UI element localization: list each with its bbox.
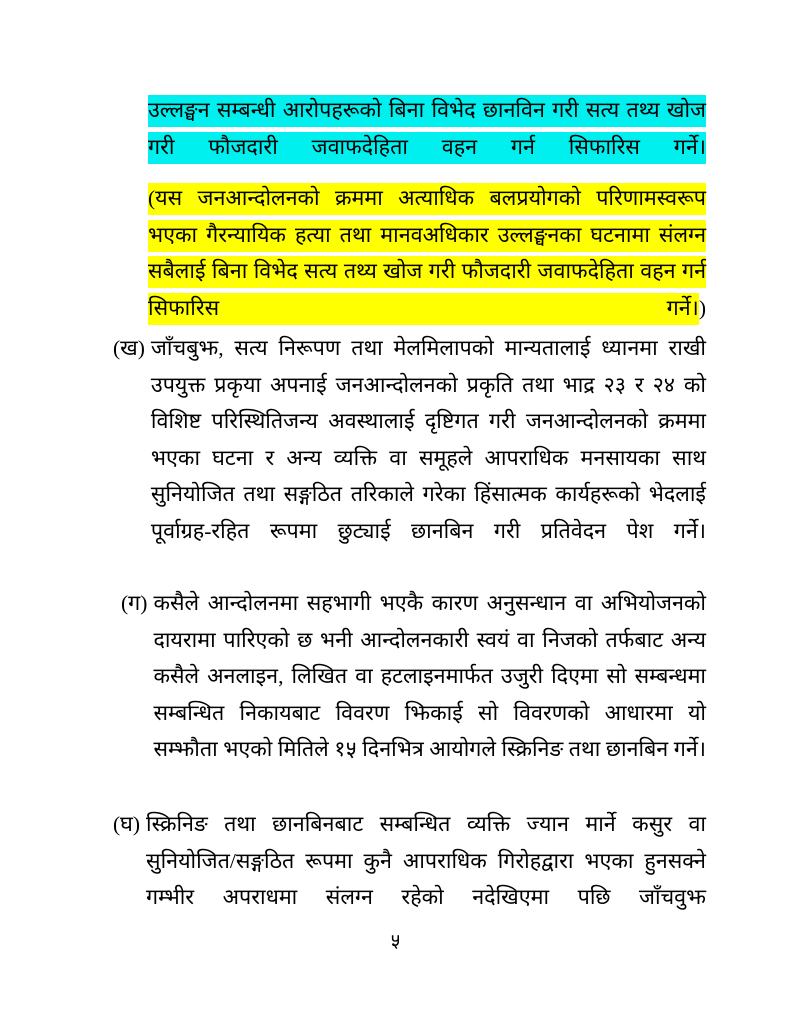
yellow-highlight-text: (यस जनआन्दोलनको क्रममा अत्याधिक बलप्रयोगको परिणामस्वरूप भएका गैरन्यायिक हत्या तथा मानवअधिकार उल्लङ्घनका घटनामा संलग्न सबैलाई बिना विभेद सत्य तथ्य खोज गरी फौजदारी जवाफदेहिता वहन गर्न सिफारिस गर्ने। [148,183,706,325]
clause-kha-marker: (ख) [113,336,145,360]
cyan-highlight-text: उल्लङ्घन सम्बन्धी आरोपहरूको बिना विभेद छानविन गरी सत्य तथ्य खोज गरी फौजदारी जवाफदेहिता वहन गर्न सिफारिस गर्ने। [148,95,706,164]
clause-kha-row [113,330,706,586]
clause-ga-row [121,585,706,804]
clause-gha-text: स्क्रिनिङ तथा छानबिनबाट सम्बन्धित व्यक्ति ज्यान मार्ने कसुर वा सुनियोजित/सङ्गठित रूपमा कुनै आपराधिक गिरोहद्वारा भएका हुनसक्ने गम्भीर अपराधमा संलग्न रहेको नदेखिएमा पछि जाँचवुझ [146,812,706,909]
page-number: ५ [390,931,401,952]
clause-ga-marker: (ग) [121,591,148,615]
clause-kha-text: जाँचबुझ, सत्य निरूपण तथा मेलमिलापको मान्यतालाई ध्यानमा राखी उपयुक्त प्रकृया अपनाई जनआन्दोलनको प्रकृति तथा भाद्र २३ र २४ को विशिष्ट परिस्थितिजन्य अवस्थालाई दृष्टिगत गरी जनआन्दोलनको क्रममा भएका घटना र अन्य व्यक्ति वा समूहले आपराधिक मनसायका साथ सुनियोजित तथा सङ्गठित तरिकाले गरेका हिंसात्मक कार्यहरूको भेदलाई पूर्वाग्रह-रहित रूपमा छुट्याई छानबिन गरी प्रतिवेदन पेश गर्ने। [150,336,706,543]
clause-ga-text: कसैले आन्दोलनमा सहभागी भएकै कारण अनुसन्धान वा अभियोजनको दायरामा पारिएको छ भनी आन्दोलनकारी स्वयं वा निजको तर्फबाट अन्य कसैले अनलाइन, लिखित वा हटलाइनमार्फत उजुरी दिएमा सो सम्बन्धमा सम्बन्धित निकायबाट विवरण झिकाई सो विवरणको आधारमा यो सम्झौता भएको मितिले १५ दिनभित्र आयोगले स्क्रिनिङ तथा छानबिन गर्ने। [153,591,706,761]
clause-ga [121,585,706,804]
clause-kha [113,330,706,586]
yellow-block-closing-paren: ) [698,295,706,320]
clause-gha-marker: (घ) [113,812,141,836]
